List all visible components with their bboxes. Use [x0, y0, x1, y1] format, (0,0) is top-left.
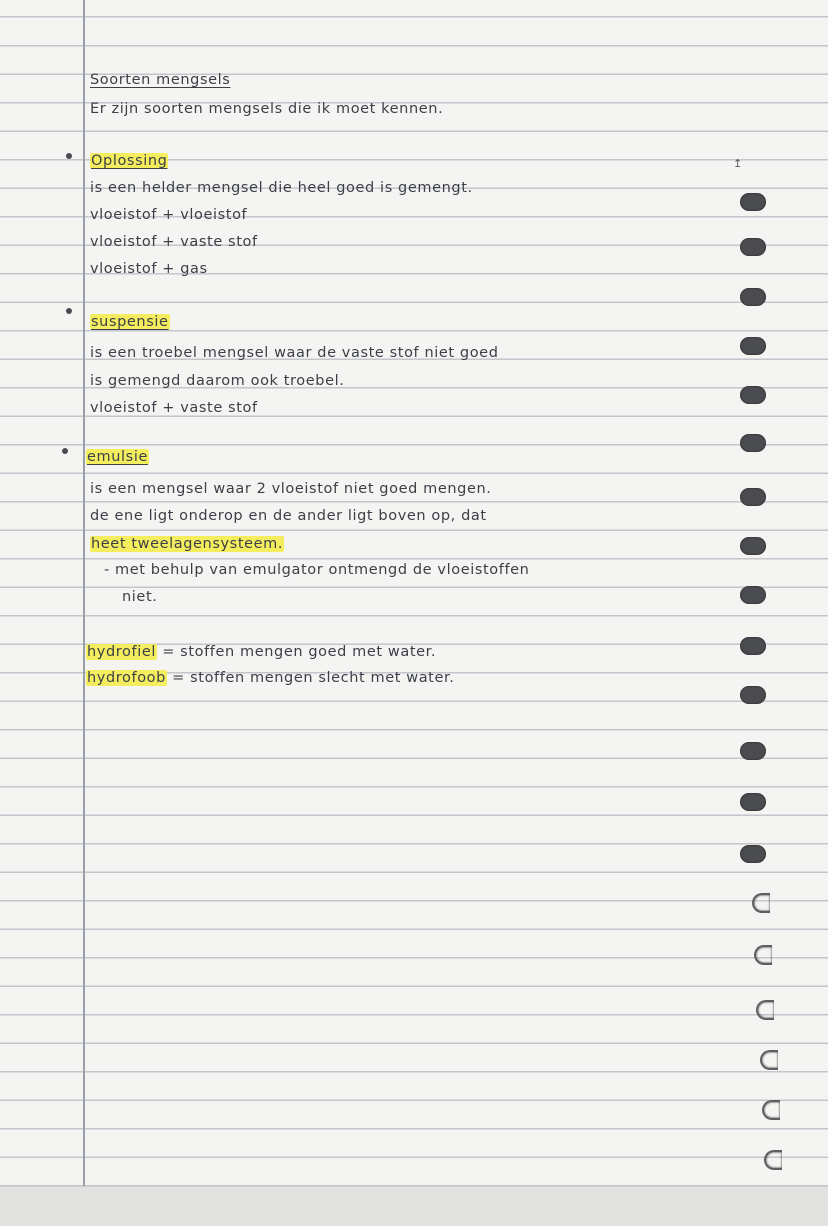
term-hydrofiel — [86, 644, 436, 660]
emulsie-line-2: de ene ligt onderop en de ander ligt boven op, dat — [90, 508, 487, 524]
page-bottom-edge — [0, 1186, 828, 1226]
torn-binding-hole — [764, 1150, 782, 1170]
page-title: Soorten mengsels — [90, 72, 231, 88]
binding-hole — [740, 537, 766, 555]
bullet-oplossing — [66, 153, 72, 159]
binding-hole — [740, 193, 766, 211]
oplossing-line-1: is een helder mengsel die heel goed is gemengt. — [90, 180, 473, 196]
term-hydrofoob-definition: stoffen mengen slecht met water. — [190, 670, 455, 686]
binding-hole — [740, 586, 766, 604]
emulsie-line-3: heet tweelagensysteem. — [91, 536, 284, 552]
intro-text: Er zijn soorten mengsels die ik moet kennen. — [90, 101, 444, 117]
torn-binding-hole — [756, 1000, 774, 1020]
torn-binding-hole — [760, 1050, 778, 1070]
binding-hole — [740, 686, 766, 704]
bullet-suspensie — [66, 308, 72, 314]
term-hydrofiel-definition: stoffen mengen goed met water. — [180, 644, 437, 660]
heading-suspensie: suspensie — [91, 314, 169, 330]
oplossing-line-4: vloeistof + gas — [90, 261, 208, 277]
suspensie-line-2: is gemengd daarom ook troebel. — [90, 373, 345, 389]
binding-hole — [740, 288, 766, 306]
emulsie-line-4: - met behulp van emulgator ontmengd de vloeistoffen — [104, 562, 530, 578]
binding-hole — [740, 793, 766, 811]
term-hydrofoob — [86, 670, 454, 686]
bullet-emulsie — [62, 448, 68, 454]
oplossing-line-3: vloeistof + vaste stof — [90, 234, 258, 250]
binding-hole — [740, 238, 766, 256]
heading-emulsie: emulsie — [87, 449, 148, 465]
binding-hole — [740, 386, 766, 404]
pen-mark: ↥ — [733, 157, 743, 170]
torn-binding-hole — [754, 945, 772, 965]
margin-line — [83, 0, 85, 1226]
emulsie-line-5: niet. — [122, 589, 158, 605]
binding-hole — [740, 742, 766, 760]
binding-hole — [740, 845, 766, 863]
torn-binding-hole — [752, 893, 770, 913]
term-hydrofoob-eq: = — [172, 670, 185, 686]
term-hydrofoob-word: hydrofoob — [87, 670, 166, 686]
binding-hole — [740, 488, 766, 506]
term-hydrofiel-eq: = — [162, 644, 175, 660]
heading-oplossing: Oplossing — [91, 153, 168, 169]
binding-hole — [740, 637, 766, 655]
oplossing-line-2: vloeistof + vloeistof — [90, 207, 248, 223]
suspensie-line-3: vloeistof + vaste stof — [90, 400, 258, 416]
binding-hole — [740, 337, 766, 355]
term-hydrofiel-word: hydrofiel — [87, 644, 156, 660]
binding-hole — [740, 434, 766, 452]
torn-binding-hole — [762, 1100, 780, 1120]
suspensie-line-1: is een troebel mengsel waar de vaste stof niet goed — [90, 345, 499, 361]
emulsie-line-1: is een mengsel waar 2 vloeistof niet goed mengen. — [90, 481, 492, 497]
